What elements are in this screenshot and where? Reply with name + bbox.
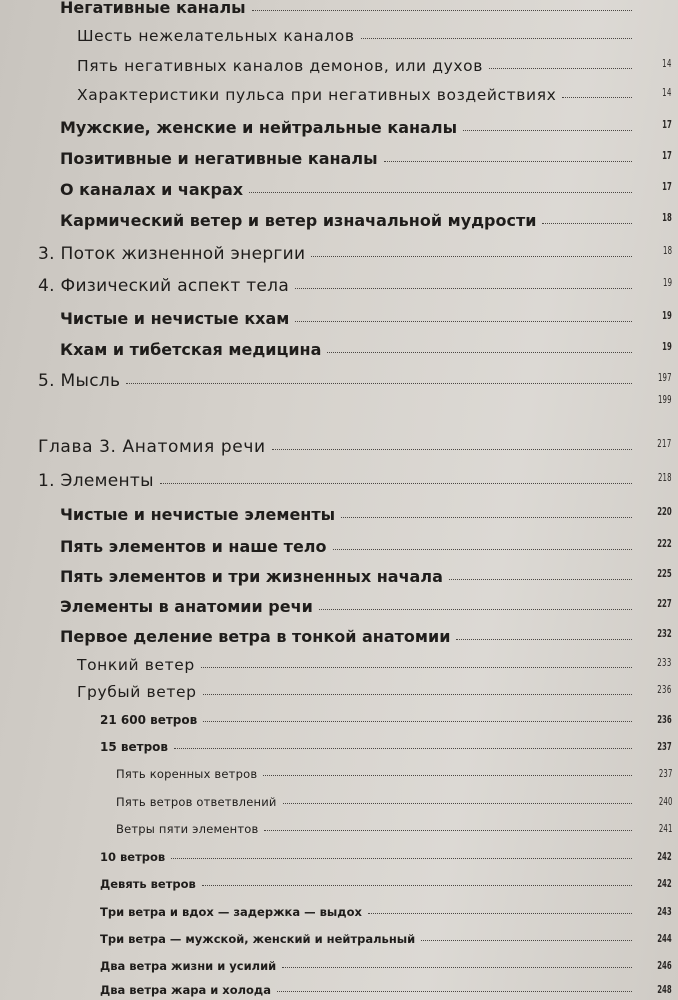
toc-page-number: 222 [657, 537, 672, 550]
toc-entry [0, 656, 672, 674]
toc-leader [126, 383, 632, 384]
toc-page-number: 237 [658, 767, 672, 780]
toc-entry-title: 5. Мысль [38, 371, 121, 391]
toc-entry-title: Пять ветров ответвлений [116, 795, 277, 809]
toc-entry-title: Первое деление ветра в тонкой анатомии [60, 627, 451, 646]
toc-entry-title: Пять элементов и наше тело [60, 537, 327, 556]
toc-entry-title: 10 ветров [100, 850, 166, 864]
toc-page-number: 197 [658, 371, 672, 384]
toc-leader [295, 288, 632, 289]
toc-page-number: 243 [657, 905, 672, 918]
toc-entry [0, 149, 672, 168]
toc-leader [361, 38, 632, 39]
toc-page-number: 242 [657, 850, 672, 863]
toc-entry [0, 567, 672, 586]
toc-leader [252, 10, 632, 11]
toc-leader [562, 97, 632, 98]
toc-entry [0, 57, 672, 75]
toc-leader [489, 68, 632, 69]
toc-leader [203, 694, 632, 695]
toc-entry [0, 822, 672, 837]
toc-page-number: 220 [657, 505, 672, 518]
toc-entry [0, 877, 672, 892]
toc-entry [0, 471, 672, 491]
toc-entry-title: Мужские, женские и нейтральные каналы [60, 118, 458, 137]
toc-leader [368, 913, 632, 914]
toc-entry-title: Два ветра жизни и усилий [100, 959, 277, 973]
toc-page-number: 237 [657, 740, 672, 753]
toc-entry-title: Кармический ветер и ветер изначальной мудрости [60, 211, 537, 230]
toc-entry-title: Кхам и тибетская медицина [60, 340, 322, 359]
toc-entry [0, 905, 672, 920]
toc-leader [201, 667, 632, 668]
toc-entry [0, 959, 672, 974]
toc-page-number: 18 [662, 244, 672, 257]
toc-page-number: 246 [657, 959, 672, 972]
toc-entry-title: 15 ветров [100, 740, 168, 754]
toc-entry [0, 0, 638, 17]
toc-entry [0, 86, 672, 104]
toc-entry-title: Характеристики пульса при негативных воздействиях [77, 86, 557, 104]
toc-page-number: 236 [657, 683, 672, 696]
toc-leader [327, 352, 632, 353]
toc-leader [333, 549, 632, 550]
toc-chapter [0, 437, 672, 457]
toc-entry-title: Чистые и нечистые кхам [60, 309, 290, 328]
toc-entry-title: 3. Поток жизненной энергии [38, 244, 306, 264]
toc-entry [0, 309, 672, 328]
toc-entry [0, 371, 672, 391]
toc-entry [0, 850, 672, 865]
toc-page-number: 225 [657, 567, 672, 580]
toc-entry [0, 767, 672, 782]
toc-page-number: 227 [657, 597, 672, 610]
toc-entry-title: Пять негативных каналов демонов, или духов [77, 57, 483, 75]
toc-entry [0, 244, 672, 264]
toc-page-number: 17 [662, 180, 672, 193]
toc-entry [0, 795, 672, 810]
toc-entry [0, 340, 672, 359]
toc-leader [384, 161, 632, 162]
toc-leader [264, 830, 632, 831]
toc-leader [160, 483, 632, 484]
toc-leader [295, 321, 632, 322]
toc-entry-title: Пять коренных ветров [116, 767, 258, 781]
toc-entry-title: Шесть нежелательных каналов [77, 27, 355, 45]
toc-entry-title: 4. Физический аспект тела [38, 276, 290, 296]
toc-leader [203, 721, 632, 722]
toc-page-number: 217 [657, 437, 672, 450]
toc-entry-title: Три ветра и вдох — задержка — выдох [100, 905, 362, 919]
toc-entry-title: Ветры пяти элементов [116, 822, 259, 836]
toc-entry [0, 597, 672, 616]
toc-entry [0, 932, 672, 947]
toc-leader [341, 517, 632, 518]
toc-entry-title: Грубый ветер [77, 683, 197, 701]
toc-page-number: 14 [662, 86, 672, 99]
toc-page-number: 19 [662, 276, 672, 289]
toc-leader [202, 885, 632, 886]
toc-leader [449, 579, 632, 580]
toc-entry [0, 683, 672, 701]
toc-entry [0, 27, 638, 45]
toc-entry [0, 740, 672, 755]
toc-leader [283, 803, 632, 804]
toc-entry-title: Три ветра — мужской, женский и нейтральный [100, 932, 416, 946]
toc-leader [249, 192, 632, 193]
toc-page-number: 17 [662, 118, 672, 131]
toc-entry-title: 1. Элементы [38, 471, 154, 491]
toc-entry-title: Тонкий ветер [77, 656, 195, 674]
toc-entry-title: 21 600 ветров [100, 713, 198, 727]
toc-entry-title: Позитивные и негативные каналы [60, 149, 378, 168]
toc-entry [0, 118, 672, 137]
toc-page-number: 17 [662, 149, 672, 162]
toc-leader [319, 609, 632, 610]
toc-leader [171, 858, 632, 859]
toc-entry [0, 983, 672, 998]
toc-leader [463, 130, 632, 131]
toc-leader [282, 967, 632, 968]
toc-chapter-title: Глава 3. Анатомия речи [38, 437, 266, 457]
toc-entry [0, 211, 672, 230]
toc-leader [542, 223, 632, 224]
toc-page-number: 19 [662, 340, 672, 353]
toc-leader [277, 991, 632, 992]
toc-entry-title: Элементы в анатомии речи [60, 597, 313, 616]
toc-entry [0, 505, 672, 524]
toc-page-number: 232 [657, 627, 672, 640]
toc-page-number: 248 [657, 983, 672, 996]
toc-entry-title: Негативные каналы [60, 0, 246, 17]
toc-page-number: 18 [662, 211, 672, 224]
toc-leader [421, 940, 632, 941]
toc-entry-title: Девять ветров [100, 877, 196, 891]
toc-page-number: 236 [657, 713, 672, 726]
toc-entry-title: Два ветра жара и холода [100, 983, 271, 997]
toc-leader [263, 775, 632, 776]
toc-page-number: 242 [657, 877, 672, 890]
toc-entry [0, 276, 672, 296]
toc-leader [311, 256, 632, 257]
toc-entry-title: Чистые и нечистые элементы [60, 505, 336, 524]
toc-page-number: 233 [657, 656, 672, 669]
toc-page-number: 199 [658, 393, 672, 406]
toc-page-number: 241 [658, 822, 672, 835]
toc-page-number: 240 [658, 795, 672, 808]
toc-entry [0, 713, 672, 728]
toc-entry [0, 537, 672, 556]
toc-entry [0, 627, 672, 646]
toc-entry-title: О каналах и чакрах [60, 180, 244, 199]
toc-page-number: 14 [662, 57, 672, 70]
toc-leader [272, 449, 632, 450]
toc-leader [456, 639, 632, 640]
toc-page-number: 244 [657, 932, 672, 945]
toc-entry [0, 180, 672, 199]
toc-leader [174, 748, 632, 749]
toc-page-number: 218 [658, 471, 672, 484]
toc-page-number: 19 [662, 309, 672, 322]
toc-entry-title: Пять элементов и три жизненных начала [60, 567, 443, 586]
